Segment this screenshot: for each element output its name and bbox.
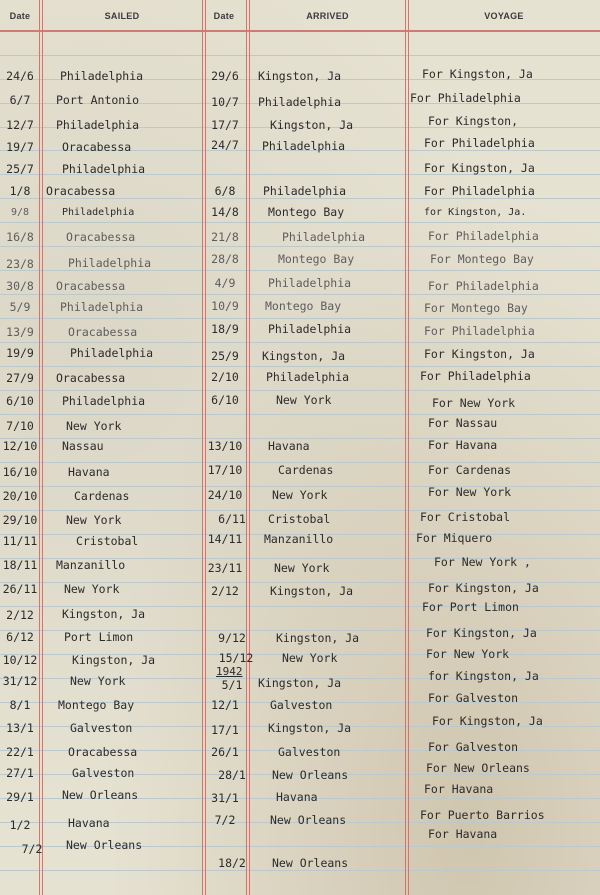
sailed-date: 10/12: [2, 653, 38, 667]
arrived-port: New York: [274, 561, 330, 575]
arrived-date: 2/10: [211, 370, 239, 384]
year-annotation: 1942: [216, 665, 243, 678]
sailed-date: 16/8: [6, 230, 34, 244]
voyage: For Galveston: [428, 691, 519, 705]
sailed-date: 1/8: [9, 184, 31, 198]
ruled-line: [0, 246, 600, 247]
sailed-date: 2/12: [6, 608, 34, 622]
arrived-port: Philadelphia: [268, 322, 352, 336]
sailed-date: 26/11: [2, 582, 38, 596]
sailed-port: Havana: [68, 465, 110, 479]
arrived-port: Galveston: [278, 745, 341, 759]
arrived-port: Havana: [268, 439, 310, 453]
sailed-port: New Orleans: [62, 788, 139, 802]
arrived-port: Kingston, Ja: [258, 69, 342, 83]
sailed-date: 27/1: [6, 766, 34, 780]
sailed-port: Philadelphia: [62, 394, 146, 408]
sailed-port: New Orleans: [66, 838, 143, 852]
sailed-port: Oracabessa: [62, 140, 132, 154]
voyage: For Kingston,: [428, 114, 519, 128]
arrived-date: 6/11: [218, 512, 246, 526]
sailed-date: 13/1: [6, 721, 34, 735]
arrived-date: 2/12: [211, 584, 239, 598]
sailed-port: New York: [66, 419, 122, 433]
arrived-date: 14/8: [211, 205, 239, 219]
arrived-date: 24/10: [207, 488, 243, 502]
arrived-port: New York: [282, 651, 338, 665]
arrived-port: Montego Bay: [268, 205, 345, 219]
voyage: For Philadelphia: [410, 91, 521, 105]
sailed-port: Philadelphia: [62, 162, 146, 176]
arrived-date: 13/10: [207, 439, 243, 453]
arrived-date: 7/2: [214, 813, 236, 827]
column-rule: [408, 0, 409, 895]
sailed-date: 1/2: [9, 818, 31, 832]
voyage: for Kingston, Ja: [428, 669, 539, 683]
voyage: For Havana: [428, 438, 498, 452]
ruled-line: [0, 198, 600, 199]
arrived-date: 18/2: [218, 856, 246, 870]
arrived-port: New Orleans: [272, 768, 349, 782]
sailed-port: Oracabessa: [56, 279, 126, 293]
sailed-date: 25/7: [6, 162, 34, 176]
arrived-port: Havana: [276, 790, 318, 804]
ruled-line: [0, 318, 600, 319]
arrived-port: Philadelphia: [262, 139, 346, 153]
arrived-port: Philadelphia: [263, 184, 347, 198]
arrived-date: 31/1: [211, 791, 239, 805]
sailed-date: 29/10: [2, 513, 38, 527]
voyage: For Cristobal: [420, 510, 511, 524]
arrived-date: 17/1: [211, 723, 239, 737]
ruled-line: [0, 366, 600, 367]
voyage: For Kingston, Ja: [424, 347, 535, 361]
ruled-line: [0, 294, 600, 295]
ruled-line: [0, 342, 600, 343]
sailed-date: 29/1: [6, 790, 34, 804]
sailed-port: Cristobal: [76, 534, 139, 548]
voyage: For New Orleans: [426, 761, 530, 775]
header-sailed: SAILED: [104, 11, 140, 21]
arrived-port: New Orleans: [272, 856, 349, 870]
ruled-line: [0, 390, 600, 391]
arrived-date: 21/8: [211, 230, 239, 244]
sailed-port: Philadelphia: [68, 256, 152, 270]
arrived-date: 9/12: [218, 631, 246, 645]
column-rule: [202, 0, 203, 895]
column-rule: [39, 0, 40, 895]
voyage: For Kingston, Ja: [422, 67, 533, 81]
arrived-date: 14/11: [207, 532, 243, 546]
ruled-line: [0, 414, 600, 415]
sailed-date: 12/7: [6, 118, 34, 132]
sailed-date: 19/7: [6, 140, 34, 154]
arrived-port: Kingston, Ja: [270, 118, 354, 132]
voyage: For Kingston, Ja: [424, 161, 535, 175]
sailed-port: New York: [64, 582, 120, 596]
arrived-date: 5/1: [221, 678, 243, 692]
arrived-date: 17/10: [207, 463, 243, 477]
voyage: For Puerto Barrios: [420, 808, 545, 822]
ruled-line: [0, 870, 600, 871]
sailed-date: 7/2: [21, 842, 43, 856]
header-date-arrived: Date: [213, 11, 235, 21]
arrived-date: 28/8: [211, 252, 239, 266]
column-rule: [249, 0, 250, 895]
voyage: For New York ,: [434, 555, 531, 569]
sailed-port: Manzanillo: [56, 558, 126, 572]
sailed-port: Galveston: [70, 721, 133, 735]
voyage: For New York: [426, 647, 510, 661]
voyage: For New York: [428, 485, 512, 499]
column-rule: [42, 0, 43, 895]
arrived-port: Kingston, Ja: [258, 676, 342, 690]
sailed-date: 6/12: [6, 630, 34, 644]
arrived-port: Montego Bay: [278, 252, 355, 266]
sailed-date: 11/11: [2, 534, 38, 548]
voyage: For Cardenas: [428, 463, 512, 477]
arrived-date: 29/6: [211, 69, 239, 83]
sailed-port: Kingston, Ja: [62, 607, 146, 621]
arrived-port: Kingston, Ja: [268, 721, 352, 735]
arrived-port: Montego Bay: [265, 299, 342, 313]
voyage: For Philadelphia: [424, 136, 535, 150]
sailed-date: 8/1: [9, 698, 31, 712]
sailed-date: 19/9: [6, 346, 34, 360]
arrived-port: Galveston: [270, 698, 333, 712]
sailed-port: Oracabessa: [68, 745, 138, 759]
arrived-port: Philadelphia: [268, 276, 352, 290]
sailed-date: 13/9: [6, 325, 34, 339]
arrived-port: New York: [276, 393, 332, 407]
voyage: For Galveston: [428, 740, 519, 754]
voyage: For Port Limon: [422, 600, 519, 614]
voyage: For Havana: [428, 827, 498, 841]
arrived-date: 10/9: [211, 299, 239, 313]
sailed-date: 31/12: [2, 674, 38, 688]
voyage: For Havana: [424, 782, 494, 796]
voyage: For Nassau: [428, 416, 498, 430]
sailed-date: 22/1: [6, 745, 34, 759]
arrived-port: Philadelphia: [258, 95, 342, 109]
sailed-port: Philadelphia: [62, 207, 135, 218]
sailed-port: Kingston, Ja: [72, 653, 156, 667]
sailed-port: New York: [66, 513, 122, 527]
ruled-line: [0, 55, 600, 56]
sailed-port: Port Antonio: [56, 93, 140, 107]
sailed-date: 5/9: [9, 300, 31, 314]
voyage: For Montego Bay: [424, 301, 528, 315]
sailed-port: Montego Bay: [58, 698, 135, 712]
voyage: For Philadelphia: [428, 229, 539, 243]
arrived-date: 25/9: [211, 349, 239, 363]
arrived-date: 28/1: [218, 768, 246, 782]
sailed-date: 20/10: [2, 489, 38, 503]
sailed-date: 24/6: [6, 69, 34, 83]
voyage: For Philadelphia: [428, 279, 539, 293]
voyage: for Kingston, Ja.: [424, 207, 527, 218]
sailed-port: Philadelphia: [70, 346, 154, 360]
arrived-date: 6/10: [211, 393, 239, 407]
voyage: For Philadelphia: [424, 324, 535, 338]
sailed-port: Oracabessa: [46, 184, 116, 198]
header-voyage: VOYAGE: [484, 11, 524, 21]
sailed-date: 30/8: [6, 279, 34, 293]
sailed-date: 27/9: [6, 371, 34, 385]
sailed-port: Philadelphia: [60, 69, 144, 83]
arrived-port: Kingston, Ja: [276, 631, 360, 645]
sailed-date: 12/10: [2, 439, 38, 453]
sailed-date: 6/10: [6, 394, 34, 408]
ruled-line: [0, 222, 600, 223]
arrived-date: 6/8: [214, 184, 236, 198]
sailed-date: 23/8: [6, 257, 34, 271]
sailed-date: 18/11: [2, 558, 38, 572]
arrived-date: 26/1: [211, 745, 239, 759]
voyage: For Kingston, Ja: [426, 626, 537, 640]
arrived-date: 24/7: [211, 138, 239, 152]
sailed-date: 16/10: [2, 465, 38, 479]
sailed-date: 9/8: [10, 207, 30, 218]
header-date-sailed: Date: [9, 11, 31, 21]
arrived-port: New Orleans: [270, 813, 347, 827]
arrived-port: Manzanillo: [264, 532, 334, 546]
sailed-port: Nassau: [62, 439, 104, 453]
ruled-line: [0, 270, 600, 271]
arrived-date: 10/7: [211, 95, 239, 109]
header-arrived: ARRIVED: [306, 11, 349, 21]
arrived-date: 18/9: [211, 322, 239, 336]
column-rule: [246, 0, 247, 895]
header-rule: [0, 30, 600, 32]
arrived-date: 15/12: [218, 651, 254, 665]
sailed-port: Port Limon: [64, 630, 134, 644]
arrived-port: Kingston, Ja: [270, 584, 354, 598]
sailed-date: 7/10: [6, 419, 34, 433]
voyage: For Miquero: [416, 531, 493, 545]
voyage: For Philadelphia: [424, 184, 535, 198]
voyage: For New York: [432, 396, 516, 410]
arrived-port: Philadelphia: [266, 370, 350, 384]
voyage: For Philadelphia: [420, 369, 531, 383]
arrived-date: 23/11: [207, 561, 243, 575]
sailed-port: Cardenas: [74, 489, 130, 503]
arrived-date: 4/9: [214, 276, 236, 290]
arrived-date: 17/7: [211, 118, 239, 132]
sailed-port: Philadelphia: [60, 300, 144, 314]
sailed-port: Philadelphia: [56, 118, 140, 132]
arrived-port: New York: [272, 488, 328, 502]
sailed-port: Oracabessa: [66, 230, 136, 244]
arrived-port: Cardenas: [278, 463, 334, 477]
sailed-date: 6/7: [9, 93, 31, 107]
sailed-port: Oracabessa: [68, 325, 138, 339]
sailed-port: New York: [70, 674, 126, 688]
voyage: For Kingston, Ja: [432, 714, 543, 728]
arrived-port: Kingston, Ja: [262, 349, 346, 363]
arrived-date: 12/1: [211, 698, 239, 712]
voyage: For Montego Bay: [430, 252, 534, 266]
column-rule: [405, 0, 406, 895]
sailed-port: Oracabessa: [56, 371, 126, 385]
arrived-port: Philadelphia: [282, 230, 366, 244]
arrived-port: Cristobal: [268, 512, 331, 526]
sailed-port: Havana: [68, 816, 110, 830]
sailed-port: Galveston: [72, 766, 135, 780]
voyage: For Kingston, Ja: [428, 581, 539, 595]
